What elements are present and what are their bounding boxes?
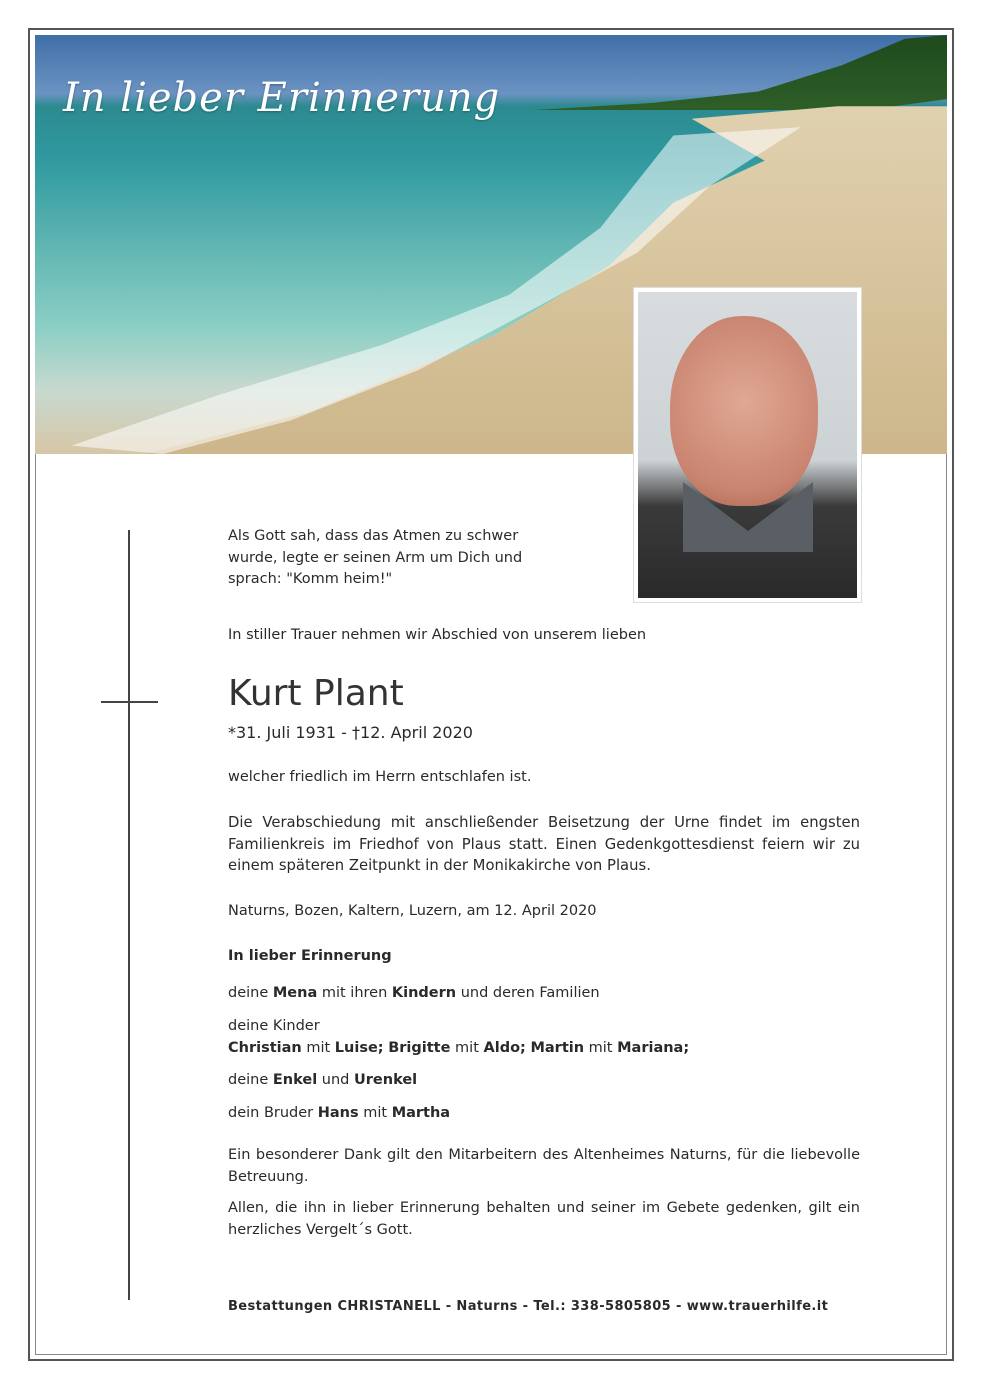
mourner-line-children: deine Kinder Christian mit Luise; Brigitte mit Aldo; Martin mit Mariana; [228,1018,690,1056]
cross-horizontal [101,701,158,703]
funeral-home-footer: Bestattungen CHRISTANELL - Naturns - Tel.: 338-5805805 - www.trauerhilfe.it [228,1299,829,1314]
header-title: In lieber Erinnerung [63,75,501,121]
mourners-heading: In lieber Erinnerung [228,948,392,964]
intro: In stiller Trauer nehmen wir Abschied von unserem lieben [228,627,647,643]
quote [228,526,860,591]
quote-line: Als Gott sah, dass das Atmen zu schwer [228,528,519,544]
place-date: Naturns, Bozen, Kaltern, Luzern, am 12. April 2020 [228,903,597,919]
quote-line: sprach: "Komm heim!" [228,571,393,587]
quote-line: wurde, legte er seinen Arm um Dich und [228,549,523,566]
tree-line [527,35,947,110]
closing-text: Allen, die ihn in lieber Erinnerung behalten und seiner im Gebete gedenken, gilt ein herzliches Vergelt´s Gott. [228,1200,860,1238]
mourner-line-grandchildren: deine Enkel und Urenkel [228,1072,418,1088]
life-dates: *31. Juli 1931 - †12. April 2020 [228,723,473,742]
cross-vertical [128,530,130,1300]
thanks-text: Ein besonderer Dank gilt den Mitarbeitern des Altenheimes Naturns, für die liebevolle Betreuung. [228,1147,860,1185]
mourner-line-brother: dein Bruder Hans mit Martha [228,1105,451,1121]
portrait-face [670,316,818,506]
deceased-name: Kurt Plant [228,673,404,714]
ceremony-text: Die Verabschiedung mit anschließender Beisetzung der Urne findet im engsten Familienkreis im Friedhof von Plaus statt. Einen Gedenkgottesdienst feiern wir zu einem späteren Zeitpunkt in der Monikakirche von Plaus. [228,814,860,874]
mourner-line-partner: deine Mena mit ihren Kindern und deren Familien [228,985,600,1001]
passed-text: welcher friedlich im Herrn entschlafen ist. [228,769,532,785]
